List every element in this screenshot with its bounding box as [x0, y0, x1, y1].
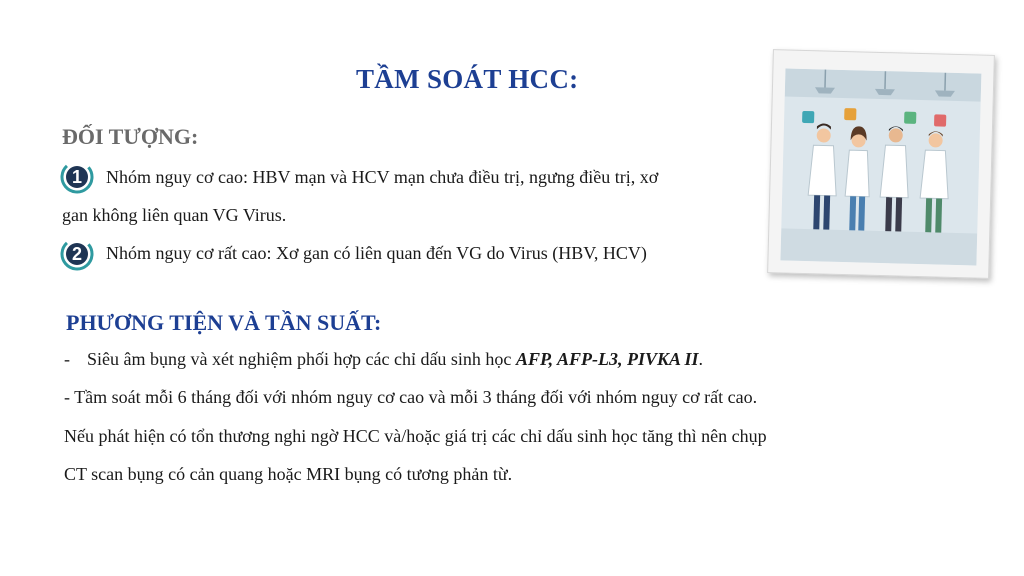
number-badge-2-label: 2 — [71, 244, 83, 264]
number-badge-1-icon — [60, 160, 94, 194]
phuong-tien-line1-suffix: . — [698, 349, 703, 369]
phuong-tien-line1-prefix: Siêu âm bụng và xét nghiệm phối hợp các chỉ dấu sinh học — [87, 349, 516, 369]
section-heading-phuong-tien: PHƯƠNG TIỆN VÀ TẦN SUẤT: — [66, 310, 382, 335]
doi-tuong-item-2-line1: Nhóm nguy cơ rất cao: Xơ gan có liên quan đến VG do Virus (HBV, HCV) — [106, 243, 647, 263]
doi-tuong-item-1-line1: Nhóm nguy cơ cao: HBV mạn và HCV mạn chưa điều trị, ngưng điều trị, xơ — [106, 167, 659, 187]
dash-marker: - — [64, 349, 70, 369]
phuong-tien-line4: CT scan bụng có cản quang hoặc MRI bụng có tương phản từ. — [64, 464, 513, 484]
number-badge-2-icon — [60, 237, 94, 271]
biomarkers-text: AFP, AFP-L3, PIVKA II — [515, 349, 699, 369]
slide-title: TẦM SOÁT HCC: — [356, 64, 579, 94]
number-badge-1-label: 1 — [71, 167, 83, 187]
illustration-canvas — [780, 68, 981, 265]
section-heading-doi-tuong: ĐỐI TƯỢNG: — [62, 124, 199, 149]
medical-team-illustration-icon — [767, 49, 995, 279]
phuong-tien-line3: Nếu phát hiện có tổn thương nghi ngờ HCC và/hoặc giá trị các chỉ dấu sinh học tăng thì nên chụp — [64, 426, 767, 446]
doi-tuong-item-1-line2: gan không liên quan VG Virus. — [62, 205, 287, 225]
phuong-tien-line2: - Tầm soát mỗi 6 tháng đối với nhóm nguy cơ cao và mỗi 3 tháng đối với nhóm nguy cơ rất cao. — [64, 387, 758, 407]
phuong-tien-line1 — [64, 349, 703, 370]
